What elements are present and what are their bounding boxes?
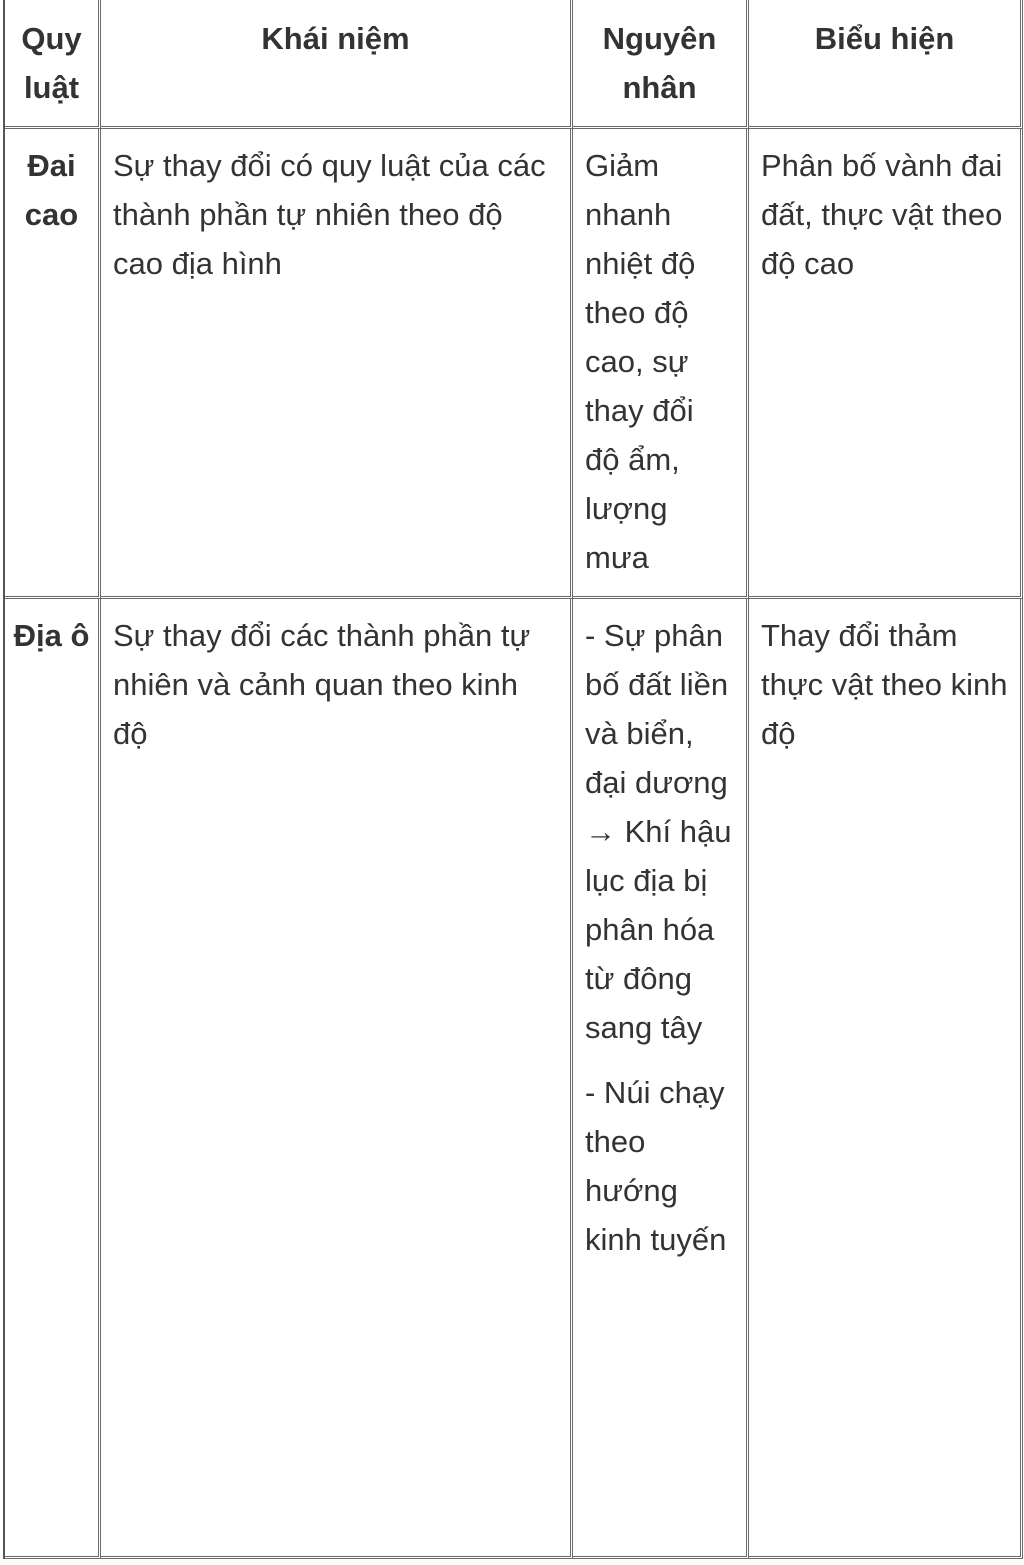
table-row [5,129,1023,599]
law-name-cell: Đai cao [5,129,101,599]
table-header-row [5,0,1023,129]
natural-laws-table [3,0,1023,1559]
concept-cell: Sự thay đổi các thành phần tự nhiên và cảnh quan theo kinh độ [101,599,573,1559]
header-manifestation: Biểu hiện [749,0,1023,129]
cause-cell [573,599,749,1559]
cause-paragraph: - Núi chạy theo hướng kinh tuyến [585,1075,727,1257]
manifestation-cell: Thay đổi thảm thực vật theo kinh độ [749,599,1023,1559]
cause-cell [573,129,749,599]
header-concept: Khái niệm [101,0,573,129]
header-cause: Nguyên nhân [573,0,749,129]
cause-paragraph: Giảm nhanh nhiệt độ theo độ cao, sự thay đổi độ ẩm, lượng mưa [585,148,696,575]
table-row [5,599,1023,1559]
header-law: Quy luật [5,0,101,129]
cause-paragraph: - Sự phân bố đất liền và biển, đại dương → Khí hậu lục địa bị phân hóa từ đông sang tây [585,618,732,1045]
concept-cell: Sự thay đổi có quy luật của các thành phần tự nhiên theo độ cao địa hình [101,129,573,599]
manifestation-cell: Phân bố vành đai đất, thực vật theo độ cao [749,129,1023,599]
law-name-cell: Địa ô [5,599,101,1559]
